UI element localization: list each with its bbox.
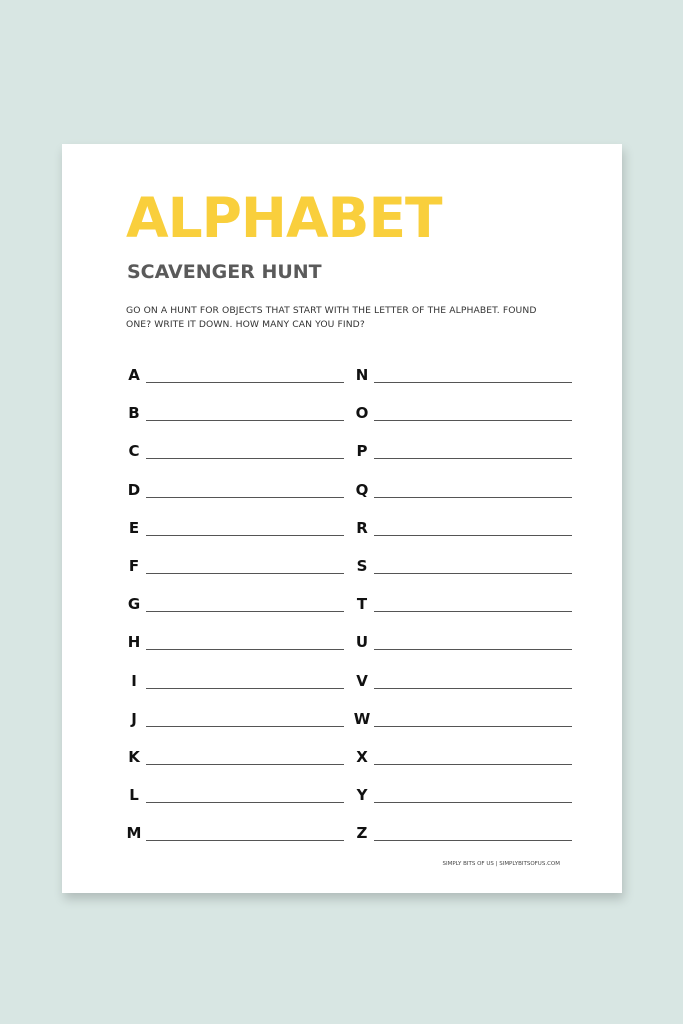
letter-label: D bbox=[127, 480, 141, 499]
letter-row bbox=[352, 747, 572, 767]
answer-line[interactable] bbox=[374, 382, 572, 383]
answer-line[interactable] bbox=[374, 840, 572, 841]
answer-line[interactable] bbox=[374, 611, 572, 612]
letter-label: V bbox=[356, 671, 368, 690]
letter-row bbox=[352, 671, 572, 691]
answer-line[interactable] bbox=[146, 840, 344, 841]
letter-label: B bbox=[128, 404, 140, 423]
answer-line[interactable] bbox=[374, 649, 572, 650]
answer-line[interactable] bbox=[374, 535, 572, 536]
letter-row bbox=[124, 632, 344, 652]
letter-row bbox=[124, 403, 344, 423]
letter-row bbox=[352, 709, 572, 729]
letter-row bbox=[352, 785, 572, 805]
letter-label: U bbox=[355, 633, 369, 652]
letter-label: J bbox=[131, 709, 137, 728]
answer-line[interactable] bbox=[374, 802, 572, 803]
letter-row bbox=[352, 518, 572, 538]
letter-label: Z bbox=[356, 824, 368, 843]
answer-line[interactable] bbox=[146, 764, 344, 765]
answer-line[interactable] bbox=[146, 611, 344, 612]
letter-row bbox=[124, 441, 344, 461]
answer-line[interactable] bbox=[374, 688, 572, 689]
letter-label: Q bbox=[355, 480, 369, 499]
letter-row bbox=[124, 671, 344, 691]
letter-row bbox=[352, 403, 572, 423]
answer-line[interactable] bbox=[146, 497, 344, 498]
answer-line[interactable] bbox=[146, 688, 344, 689]
letter-label: M bbox=[126, 824, 142, 843]
letter-label: G bbox=[127, 595, 141, 614]
letter-label: F bbox=[128, 556, 140, 575]
letter-label: W bbox=[353, 709, 371, 728]
letter-label: T bbox=[356, 595, 368, 614]
letter-label: Y bbox=[356, 786, 368, 805]
answer-line[interactable] bbox=[374, 497, 572, 498]
answer-line[interactable] bbox=[146, 458, 344, 459]
letter-label: C bbox=[128, 442, 140, 461]
letter-label: A bbox=[128, 366, 140, 384]
letters-column-right bbox=[352, 365, 572, 861]
answer-line[interactable] bbox=[146, 382, 344, 383]
letter-label: K bbox=[128, 747, 140, 766]
letter-row bbox=[124, 709, 344, 729]
letter-row bbox=[124, 556, 344, 576]
letter-label: X bbox=[356, 747, 368, 766]
worksheet-subtitle: SCAVENGER HUNT bbox=[127, 261, 322, 283]
letter-row bbox=[352, 594, 572, 614]
letter-row bbox=[352, 365, 572, 385]
letter-label: P bbox=[356, 442, 368, 461]
answer-line[interactable] bbox=[374, 764, 572, 765]
letter-label: O bbox=[355, 404, 369, 423]
letter-label: E bbox=[128, 518, 140, 537]
answer-line[interactable] bbox=[146, 726, 344, 727]
answer-line[interactable] bbox=[374, 573, 572, 574]
letter-label: L bbox=[129, 786, 139, 805]
letter-label: S bbox=[356, 556, 368, 575]
letter-row bbox=[352, 480, 572, 500]
answer-line[interactable] bbox=[374, 458, 572, 459]
answer-line[interactable] bbox=[146, 649, 344, 650]
letter-row bbox=[352, 823, 572, 843]
worksheet-page bbox=[62, 144, 622, 893]
letter-row bbox=[124, 785, 344, 805]
letter-label: I bbox=[131, 671, 137, 690]
letter-row bbox=[124, 747, 344, 767]
answer-line[interactable] bbox=[146, 535, 344, 536]
footer-credit: SIMPLY BITS OF US | SIMPLYBITSOFUS.COM bbox=[442, 861, 560, 867]
letter-row bbox=[124, 365, 344, 385]
letter-row bbox=[124, 823, 344, 843]
answer-line[interactable] bbox=[146, 573, 344, 574]
answer-line[interactable] bbox=[146, 420, 344, 421]
answer-line[interactable] bbox=[374, 420, 572, 421]
letter-label: R bbox=[356, 518, 368, 537]
letter-row bbox=[352, 556, 572, 576]
letter-label: N bbox=[355, 366, 369, 384]
instructions-text: GO ON A HUNT FOR OBJECTS THAT START WITH THE LETTER OF THE ALPHABET. FOUND ONE? WRITE IT DOWN. HOW MANY CAN YOU FIND? bbox=[126, 305, 537, 330]
worksheet-title: ALPHABET bbox=[126, 186, 442, 250]
answer-line[interactable] bbox=[374, 726, 572, 727]
letter-row bbox=[352, 632, 572, 652]
letter-row bbox=[124, 518, 344, 538]
answer-line[interactable] bbox=[146, 802, 344, 803]
letter-label: H bbox=[127, 633, 141, 652]
letters-column-left bbox=[124, 365, 344, 861]
letter-row bbox=[124, 480, 344, 500]
letter-row bbox=[352, 441, 572, 461]
letter-row bbox=[124, 594, 344, 614]
